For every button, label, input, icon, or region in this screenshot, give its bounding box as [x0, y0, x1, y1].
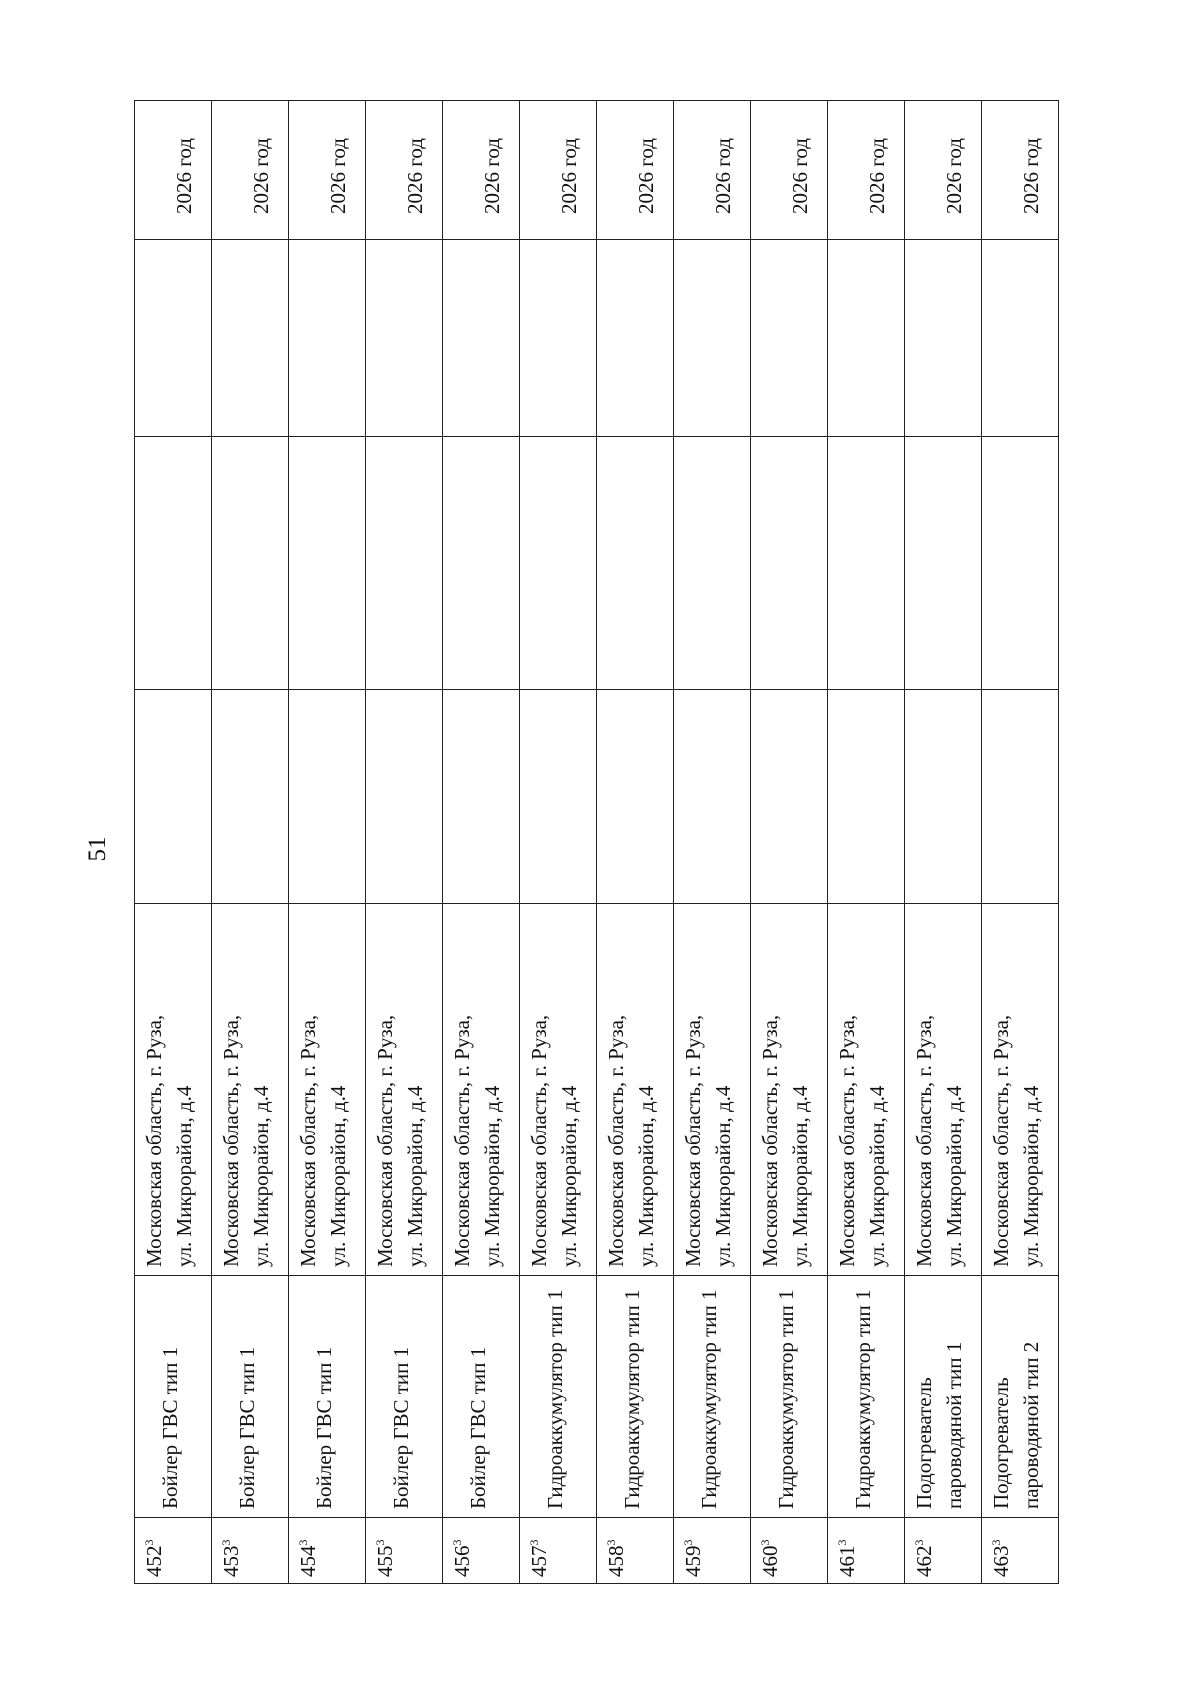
address-line: ул. Микрорайон, д.4: [711, 1085, 736, 1267]
address-cell: [982, 904, 1059, 1276]
empty-cell: [597, 437, 674, 690]
table-row: [905, 101, 982, 1584]
address-line: ул. Микрорайон, д.4: [634, 1085, 659, 1267]
empty-cell: [443, 240, 520, 437]
year-cell: 2026 год: [520, 101, 597, 240]
year-cell: 2026 год: [366, 101, 443, 240]
table-row: [828, 101, 905, 1584]
row-number-cell: [905, 1518, 982, 1584]
address-cell: [135, 904, 212, 1276]
address-cell: [674, 904, 751, 1276]
row-number: 452: [142, 1545, 166, 1577]
row-number: 455: [373, 1545, 397, 1577]
empty-cell: [674, 437, 751, 690]
row-number-superscript: 3: [835, 1539, 849, 1546]
row-number-superscript: 3: [296, 1539, 310, 1546]
address-cell: [289, 904, 366, 1276]
row-number-superscript: 3: [758, 1539, 772, 1546]
year-cell: 2026 год: [828, 101, 905, 240]
empty-cell: [905, 240, 982, 437]
address-cell: [751, 904, 828, 1276]
row-number-superscript: 3: [527, 1539, 541, 1546]
row-number: 460: [758, 1545, 782, 1577]
address-line: ул. Микрорайон, д.4: [326, 1085, 351, 1267]
equipment-name-cell: Бойлер ГВС тип 1: [212, 1276, 289, 1518]
equipment-name-cell: Гидроаккумулятор тип 1: [751, 1276, 828, 1518]
equipment-name-cell: Гидроаккумулятор тип 1: [828, 1276, 905, 1518]
empty-cell: [289, 240, 366, 437]
row-number: 459: [681, 1545, 705, 1577]
table-row: [289, 101, 366, 1584]
row-number: 453: [219, 1545, 243, 1577]
row-number-superscript: 3: [142, 1539, 156, 1546]
empty-cell: [982, 437, 1059, 690]
equipment-name-cell: Бойлер ГВС тип 1: [366, 1276, 443, 1518]
empty-cell: [212, 690, 289, 904]
empty-cell: [751, 437, 828, 690]
empty-cell: [674, 690, 751, 904]
empty-cell: [366, 437, 443, 690]
row-number-cell: [828, 1518, 905, 1584]
row-number: 456: [450, 1545, 474, 1577]
year-cell: 2026 год: [212, 101, 289, 240]
row-number-cell: [366, 1518, 443, 1584]
empty-cell: [443, 437, 520, 690]
empty-cell: [135, 437, 212, 690]
table-row: [443, 101, 520, 1584]
address-line: Московская область, г. Руза,: [219, 1014, 243, 1267]
table-row: [597, 101, 674, 1584]
empty-cell: [828, 240, 905, 437]
empty-cell: [135, 690, 212, 904]
address-line: ул. Микрорайон, д.4: [865, 1085, 890, 1267]
address-line: ул. Микрорайон, д.4: [480, 1085, 505, 1267]
address-line: Московская область, г. Руза,: [681, 1014, 705, 1267]
empty-cell: [828, 690, 905, 904]
address-line: ул. Микрорайон, д.4: [1019, 1085, 1044, 1267]
row-number-cell: [674, 1518, 751, 1584]
equipment-name-cell: Гидроаккумулятор тип 1: [520, 1276, 597, 1518]
year-cell: 2026 год: [674, 101, 751, 240]
row-number-superscript: 3: [219, 1539, 233, 1546]
address-line: ул. Микрорайон, д.4: [403, 1085, 428, 1267]
row-number-cell: [212, 1518, 289, 1584]
row-number: 462: [912, 1545, 936, 1577]
table-row: [366, 101, 443, 1584]
row-number-cell: [135, 1518, 212, 1584]
empty-cell: [751, 240, 828, 437]
equipment-name-cell: Гидроаккумулятор тип 1: [674, 1276, 751, 1518]
empty-cell: [751, 690, 828, 904]
row-number-superscript: 3: [681, 1539, 695, 1546]
empty-cell: [289, 437, 366, 690]
equipment-table-body: [135, 101, 1059, 1584]
address-cell: [212, 904, 289, 1276]
row-number: 463: [989, 1545, 1013, 1577]
address-line: Московская область, г. Руза,: [912, 1014, 936, 1267]
rotated-table-container: [134, 101, 1058, 1584]
equipment-name-cell: Подогреватель пароводяной тип 2: [982, 1276, 1059, 1518]
row-number-superscript: 3: [450, 1539, 464, 1546]
address-line: Московская область, г. Руза,: [373, 1014, 397, 1267]
address-cell: [366, 904, 443, 1276]
address-cell: [905, 904, 982, 1276]
address-cell: [828, 904, 905, 1276]
address-line: ул. Микрорайон, д.4: [172, 1085, 197, 1267]
year-cell: 2026 год: [751, 101, 828, 240]
year-cell: 2026 год: [289, 101, 366, 240]
row-number-superscript: 3: [373, 1539, 387, 1546]
address-cell: [443, 904, 520, 1276]
row-number-cell: [751, 1518, 828, 1584]
row-number-cell: [520, 1518, 597, 1584]
address-line: ул. Микрорайон, д.4: [557, 1085, 582, 1267]
address-cell: [520, 904, 597, 1276]
equipment-table: [134, 100, 1059, 1584]
empty-cell: [520, 690, 597, 904]
address-line: Московская область, г. Руза,: [835, 1014, 859, 1267]
empty-cell: [905, 690, 982, 904]
address-line: Московская область, г. Руза,: [142, 1014, 166, 1267]
address-line: Московская область, г. Руза,: [758, 1014, 782, 1267]
year-cell: 2026 год: [135, 101, 212, 240]
empty-cell: [597, 690, 674, 904]
year-cell: 2026 год: [905, 101, 982, 240]
year-cell: 2026 год: [597, 101, 674, 240]
table-row: [982, 101, 1059, 1584]
equipment-name-cell: Подогреватель пароводяной тип 1: [905, 1276, 982, 1518]
empty-cell: [982, 690, 1059, 904]
row-number-cell: [443, 1518, 520, 1584]
address-line: Московская область, г. Руза,: [296, 1014, 320, 1267]
table-row: [520, 101, 597, 1584]
empty-cell: [366, 240, 443, 437]
equipment-name-cell: Гидроаккумулятор тип 1: [597, 1276, 674, 1518]
row-number-cell: [982, 1518, 1059, 1584]
row-number: 461: [835, 1545, 859, 1577]
empty-cell: [366, 690, 443, 904]
address-line: ул. Микрорайон, д.4: [942, 1085, 967, 1267]
row-number-superscript: 3: [989, 1539, 1003, 1546]
row-number: 454: [296, 1545, 320, 1577]
address-line: Московская область, г. Руза,: [604, 1014, 628, 1267]
row-number: 457: [527, 1545, 551, 1577]
equipment-name-cell: Бойлер ГВС тип 1: [443, 1276, 520, 1518]
row-number-cell: [289, 1518, 366, 1584]
empty-cell: [212, 437, 289, 690]
empty-cell: [674, 240, 751, 437]
address-line: Московская область, г. Руза,: [989, 1014, 1013, 1267]
equipment-name-cell: Бойлер ГВС тип 1: [289, 1276, 366, 1518]
table-row: [751, 101, 828, 1584]
year-cell: 2026 год: [982, 101, 1059, 240]
equipment-name-cell: Бойлер ГВС тип 1: [135, 1276, 212, 1518]
row-number-superscript: 3: [912, 1539, 926, 1546]
address-line: ул. Микрорайон, д.4: [788, 1085, 813, 1267]
table-row: [212, 101, 289, 1584]
empty-cell: [905, 437, 982, 690]
page-number: 51: [84, 836, 111, 862]
empty-cell: [520, 240, 597, 437]
empty-cell: [982, 240, 1059, 437]
address-cell: [597, 904, 674, 1276]
empty-cell: [289, 690, 366, 904]
table-row: [135, 101, 212, 1584]
year-cell: 2026 год: [443, 101, 520, 240]
empty-cell: [520, 437, 597, 690]
address-line: ул. Микрорайон, д.4: [249, 1085, 274, 1267]
empty-cell: [597, 240, 674, 437]
address-line: Московская область, г. Руза,: [527, 1014, 551, 1267]
empty-cell: [443, 690, 520, 904]
empty-cell: [212, 240, 289, 437]
row-number-cell: [597, 1518, 674, 1584]
empty-cell: [828, 437, 905, 690]
table-row: [674, 101, 751, 1584]
row-number: 458: [604, 1545, 628, 1577]
address-line: Московская область, г. Руза,: [450, 1014, 474, 1267]
row-number-superscript: 3: [604, 1539, 618, 1546]
empty-cell: [135, 240, 212, 437]
